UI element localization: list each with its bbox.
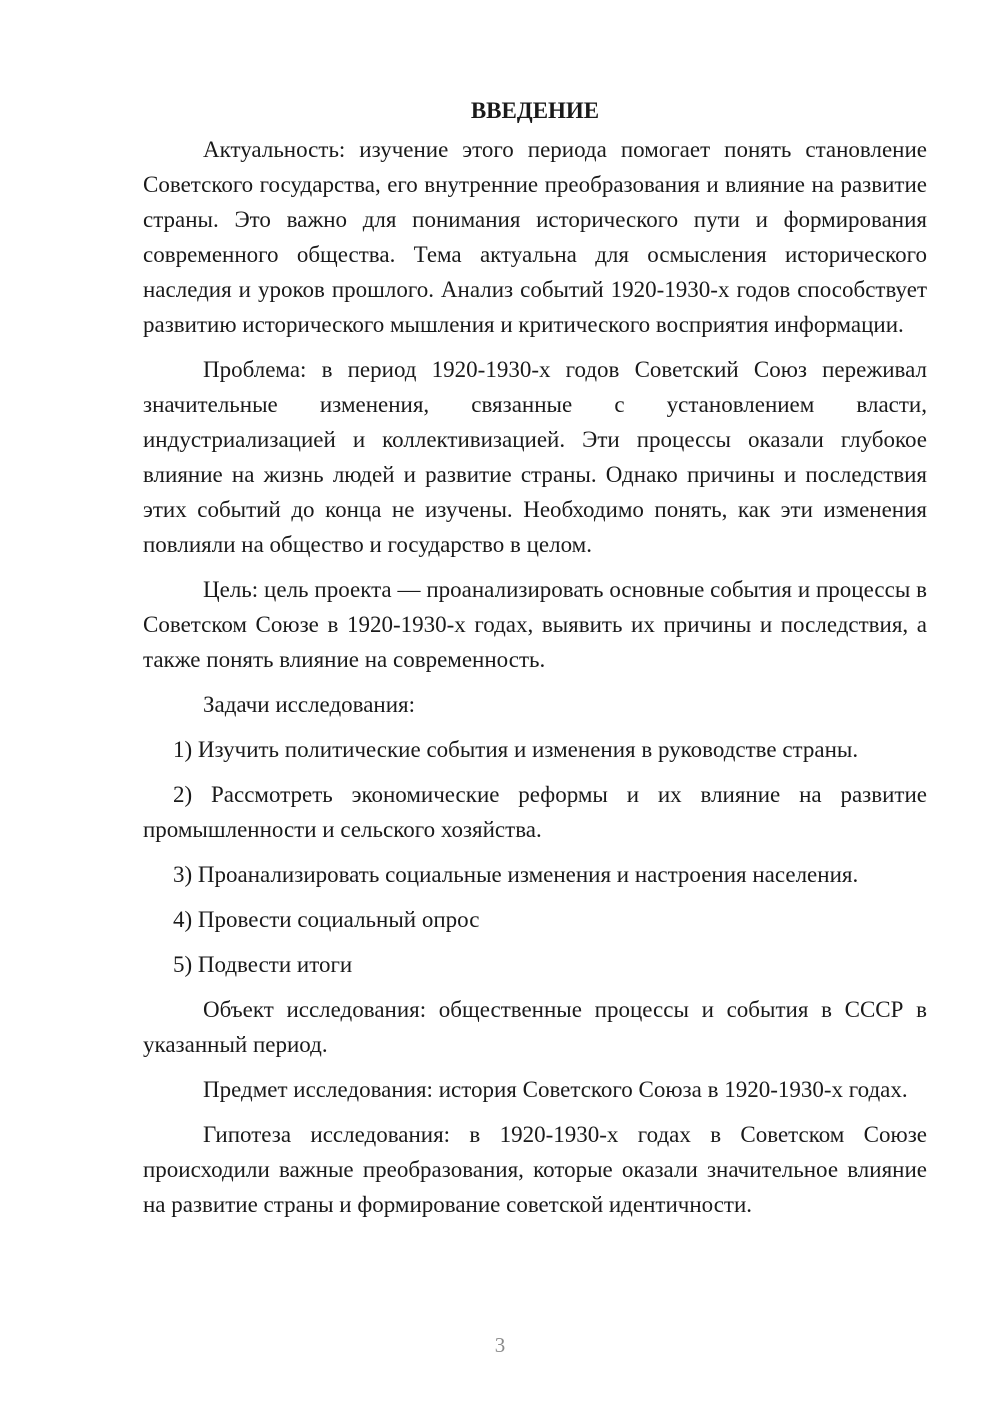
task-item-2: 2) Рассмотреть экономические реформы и их влияние на развитие промышленности и сельского хозяйства. bbox=[143, 782, 927, 842]
paragraph-relevance: Актуальность: изучение этого периода помогает понять становление Советского государства, его внутренние преобразования и влияние на развитие страны. Это важно для понимания исторического пути и формирования современного общества. Тема актуальна для осмысления исторического наследия и уроков прошлого. Анализ событий 1920-1930-х годов способствует развитию исторического мышления и критического восприятия информации. bbox=[143, 137, 927, 337]
paragraph-hypothesis: Гипотеза исследования: в 1920-1930-х годах в Советском Союзе происходили важные преобразования, которые оказали значительное влияние на развитие страны и формирование советской идентичности. bbox=[143, 1122, 927, 1217]
task-item-3: 3) Проанализировать социальные изменения и настроения населения. bbox=[173, 862, 859, 887]
paragraph-object: Объект исследования: общественные процессы и события в СССР в указанный период. bbox=[143, 997, 927, 1057]
paragraph-subject: Предмет исследования: история Советского Союза в 1920-1930-х годах. bbox=[203, 1077, 908, 1102]
section-title: ВВЕДЕНИЕ bbox=[470, 98, 600, 123]
tasks-heading: Задачи исследования: bbox=[203, 692, 416, 717]
task-item-5: 5) Подвести итоги bbox=[173, 952, 353, 977]
document-page bbox=[143, 96, 927, 1232]
task-item-1: 1) Изучить политические события и изменения в руководстве страны. bbox=[173, 737, 859, 762]
task-item-4: 4) Провести социальный опрос bbox=[173, 907, 480, 932]
paragraph-goal: Цель: цель проекта — проанализировать основные события и процессы в Советском Союзе в 1920-1930-х годах, выявить их причины и последствия, а также понять влияние на современность. bbox=[143, 577, 927, 672]
page-number: 3 bbox=[494, 1333, 506, 1357]
paragraph-problem: Проблема: в период 1920-1930-х годов Советский Союз переживал значительные изменения, связанные с установлением власти, индустриализацией и коллективизацией. Эти процессы оказали глубокое влияние на жизнь людей и развитие страны. Однако причины и последствия этих событий до конца не изучены. Необходимо понять, как эти изменения повлияли на общество и государство в целом. bbox=[143, 357, 927, 557]
